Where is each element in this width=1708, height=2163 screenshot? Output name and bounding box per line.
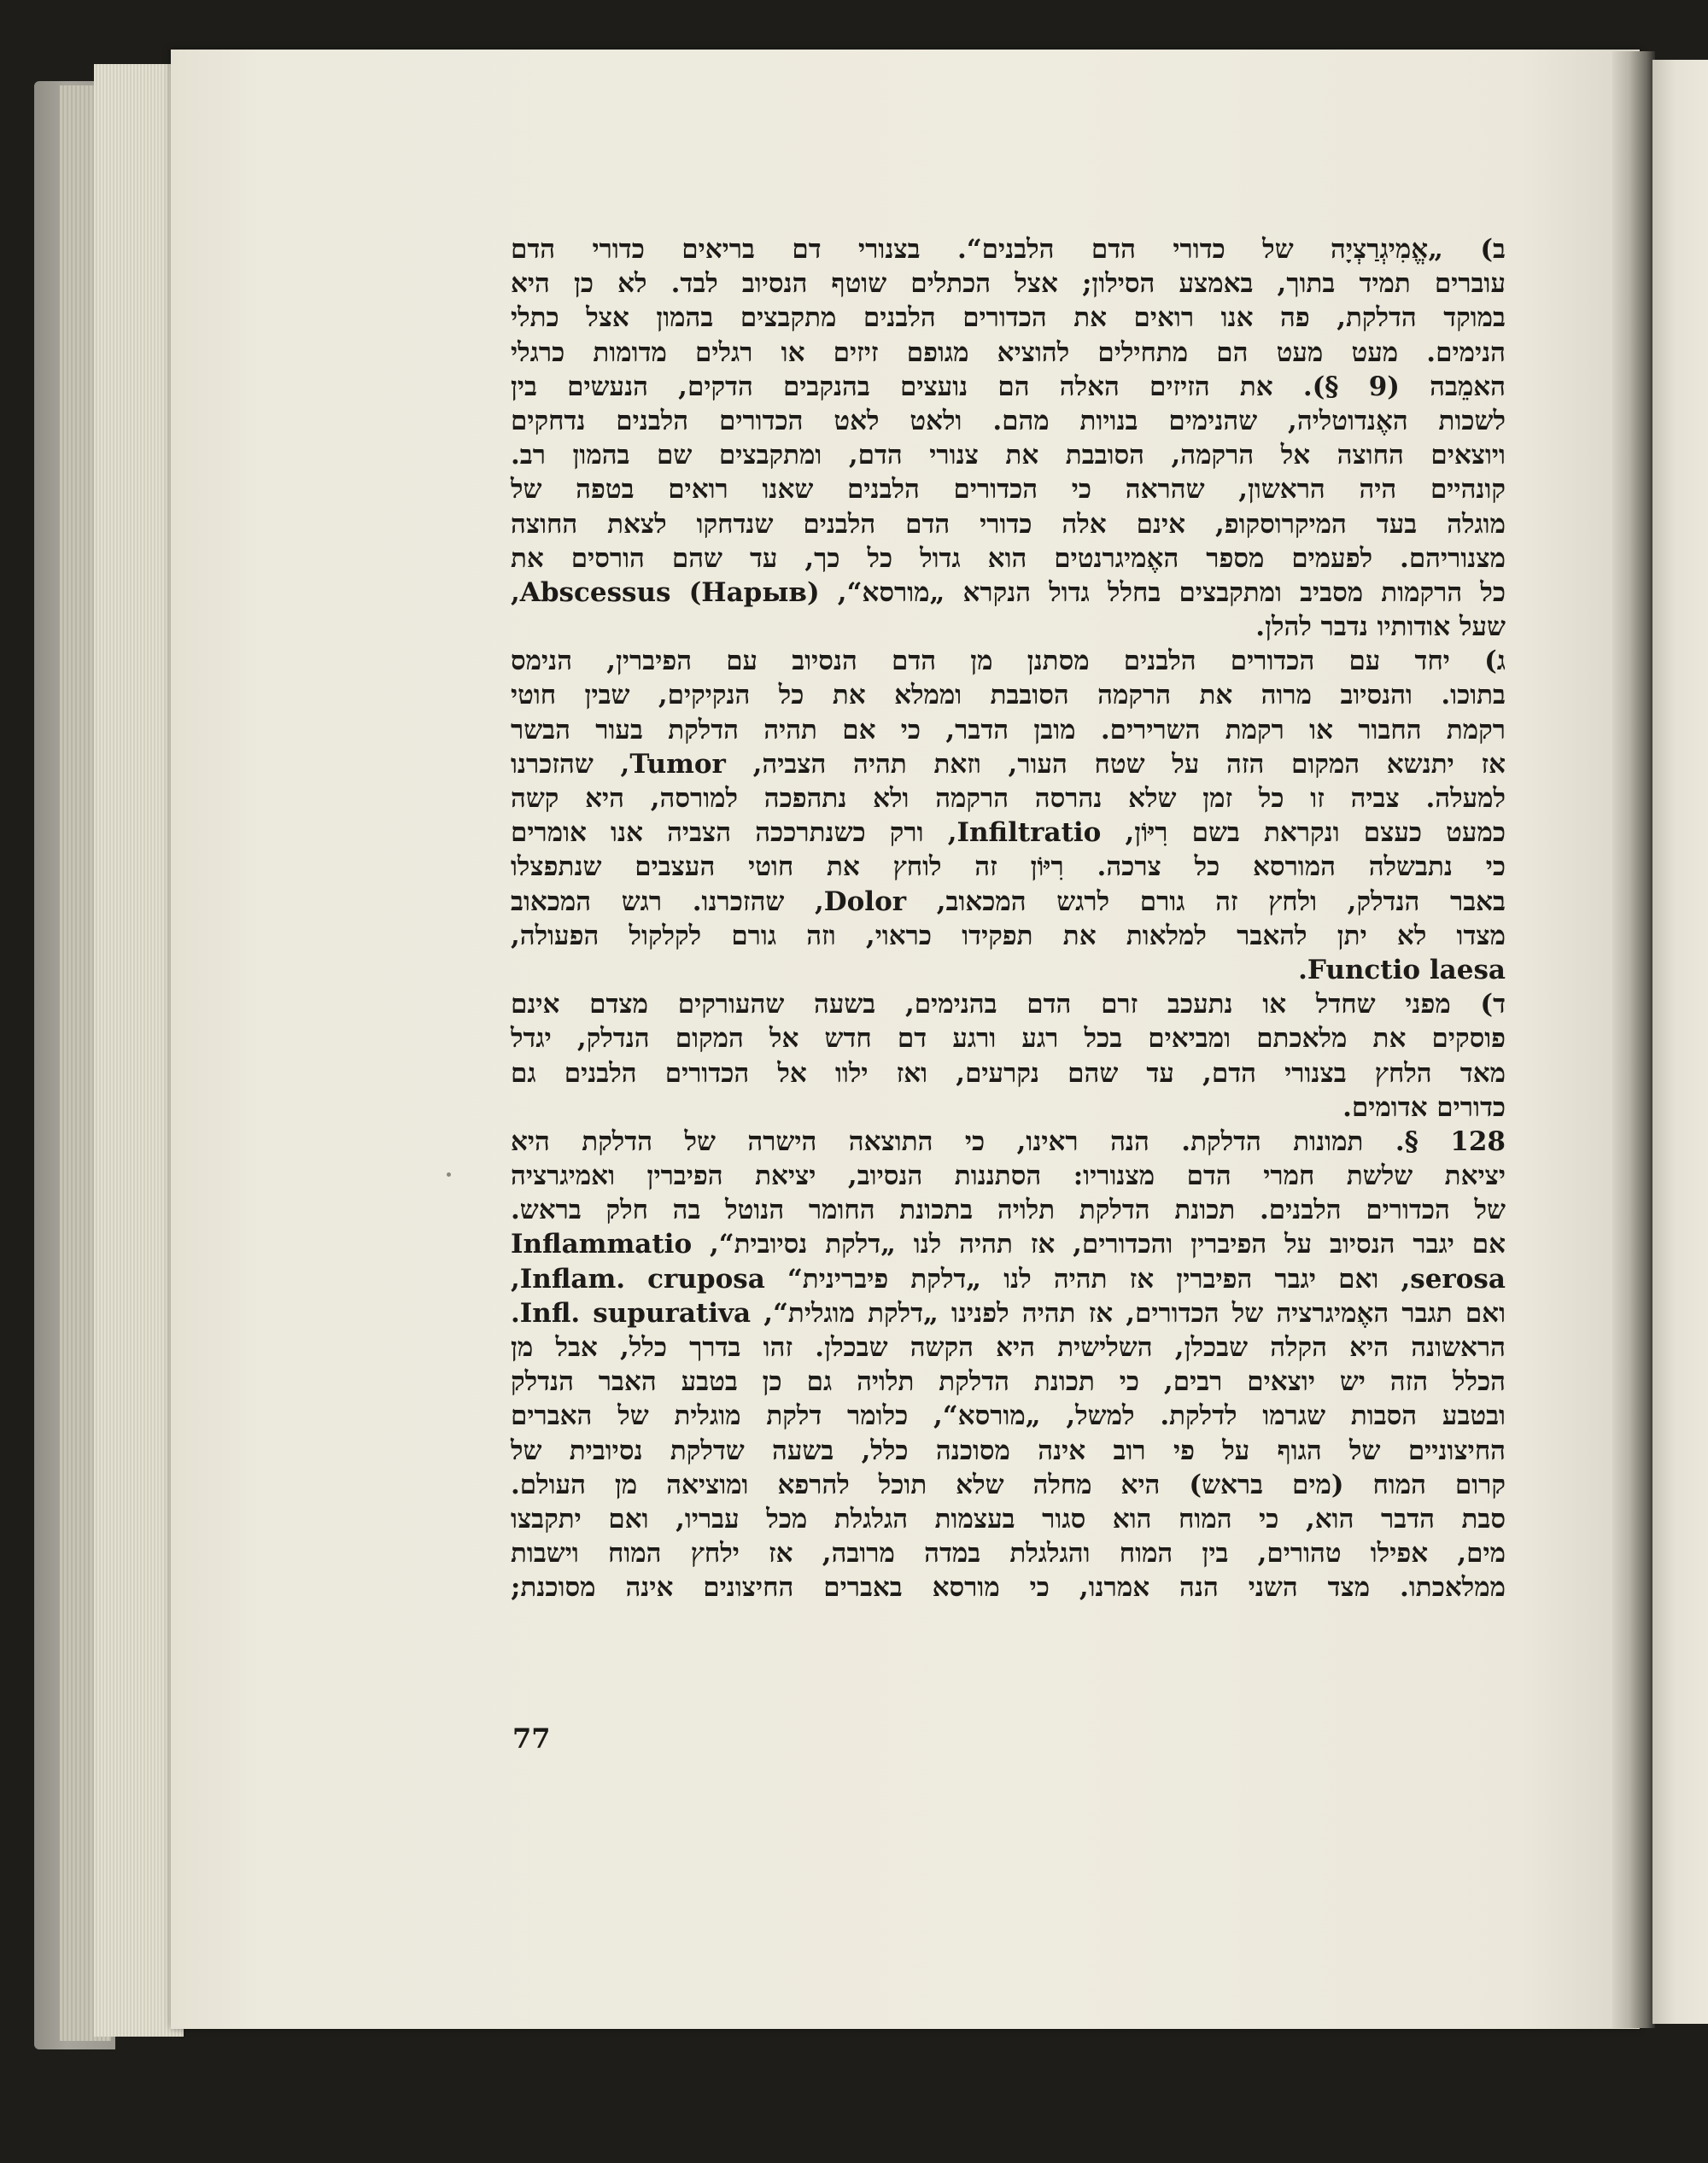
text-line: מצדו לא יתן להאבר למלאות את תפקידו כראוי, וזה גורם לקלקול הפעולה, xyxy=(511,920,1506,951)
text-line: סבת הדבר הוא, כי המוח הוא סגור בעצמות הגלגלת מכל עבריו, ואם יתקבצו xyxy=(511,1503,1506,1535)
text-line: הכלל הזה יש יוצאים רבים, כי תכונת הדלקת תלויה גם כן בטבע האבר הנדלק xyxy=(511,1366,1506,1398)
text-line: מאד הלחץ בצנורי הדם, עד שהם נקרעים, ואז ילוו אל הכדורים הלבנים גם xyxy=(511,1057,1506,1089)
text-line: ג) יחד עם הכדורים הלבנים מסתנן מן הדם הנסיוב עם הפיברין, הנימס xyxy=(511,646,1506,677)
body-text xyxy=(511,232,1506,1605)
text-line: פוסקים את מלאכתם ומביאים בכל רגע ורגע דם חדש אל המקום הנדלק, יגדל xyxy=(511,1023,1506,1055)
text-line: אז יתנשא המקום הזה על שטח העור, וזאת תהיה הצביה, Tumor, שהזכרנו xyxy=(511,748,1506,780)
facing-page-edge xyxy=(1652,60,1708,2024)
text-line: של הכדורים הלבנים. תכונת הדלקת תלויה בתכונת החומר הנוטל בה חלק בראש. xyxy=(511,1195,1506,1226)
text-line: לשכות האֶנדוטליה, שהנימים בנויות מהם. ולאט לאט הכדורים הלבנים נדחקים xyxy=(511,405,1506,436)
paper-speck xyxy=(447,1172,451,1177)
text-line: בתוכו. והנסיוב מרוה את הרקמה הסובבת וממלא את כל הנקיקים, שבין חוטי xyxy=(511,680,1506,711)
text-line: למעלה. צביה זו כל זמן שלא נהרסה הרקמה ולא נתהפכה למורסה, היא קשה xyxy=(511,783,1506,814)
text-line: ויוצאים החוצה אל הרקמה, הסובבת את צנורי הדם, ומתקבצים שם בהמון רב. xyxy=(511,440,1506,471)
text-line: ב) „אֱמִיגְרַצְיָה של כדורי הדם הלבנים“. בצנורי דם בריאים כדורי הדם xyxy=(511,234,1506,265)
text-line: Functio laesa. xyxy=(1298,954,1506,985)
text-line: במוקד הדלקת, פה אנו רואים את הכדורים הלבנים מתקבצים בהמון אצל כתלי xyxy=(511,302,1506,334)
text-line: ובטבע הסבות שגרמו לדלקת. למשל, „מורסא“, כלומר דלקת מוגלית של האברים xyxy=(511,1400,1506,1432)
text-line: serosa, ואם יגבר הפיברין אז תהיה לנו „דלקת פיברינית“ Inflam. cruposa, xyxy=(511,1263,1506,1295)
text-line: כל הרקמות מסביב ומתקבצים בחלל גדול הנקרא „מורסא“, Abscessus (Нарыв), xyxy=(511,576,1506,608)
text-line: מוגלה בעד המיקרוסקופ, אינם אלה כדורי הדם הלבנים שנדחקו לצאת החוצה xyxy=(511,508,1506,540)
text-line: עוברים תמיד בתוך, באמצע הסילון; אצל הכתלים שוטף הנסיוב לבד. לא כן היא xyxy=(511,268,1506,300)
text-line: כדורים אדומים. xyxy=(1342,1091,1506,1123)
text-line: מצנוריהם. לפעמים מספר האֶמיגרנטים הוא גדול כל כך, עד שהם הורסים את xyxy=(511,542,1506,574)
text-line: האמֵבה (9 §). את הזיזים האלה הם נועצים בהנקבים הדקים, הנעשים בין xyxy=(511,371,1506,402)
text-line: כמעט כעצם ונקראת בשם רִיּוֹן, Infiltratio, ורק כשנתרככה הצביה אנו אומרים xyxy=(511,817,1506,849)
text-line: ואם תגבר האֶמיגרציה של הכדורים, אז תהיה לפנינו „דלקת מוגלית“, Infl. supurativa. xyxy=(511,1297,1506,1329)
text-line: מים, אפילו טהורים, בין המוח והגלגלת במדה מרובה, אז ילחץ המוח וישבות xyxy=(511,1538,1506,1570)
text-line: החיצוניים של הגוף על פי רוב אינה מסוכנה כלל, בשעה שדלקת נסיובית של xyxy=(511,1435,1506,1466)
text-line: ד) מפני שחדל או נתעכב זרם הדם בהנימים, בשעה שהעורקים מצדם אינם xyxy=(511,989,1506,1020)
text-line: קונהיים היה הראשון, שהראה כי הכדורים הלבנים שאנו רואים בטפה של xyxy=(511,474,1506,506)
text-line: הראשונה היא הקלה שבכלן, השלישית היא הקשה שבכלן. זהו בדרך כלל, אבל מן xyxy=(511,1332,1506,1363)
text-line: רקמת החבור או רקמת השרירים. מובן הדבר, כי אם תהיה הדלקת בעור הבשר xyxy=(511,714,1506,745)
text-line: קרום המוח (מים בראש) היא מחלה שלא תוכל להרפא ומוציאה מן העולם. xyxy=(511,1469,1506,1500)
text-line: ממלאכתו. מצד השני הנה אמרנו, כי מורסא באברים החיצונים אינה מסוכנת; xyxy=(511,1572,1506,1604)
text-line: יציאת שלשת חמרי הדם מצנוריו: הסתננות הנסיוב, יציאת הפיברין ואמיגרציה xyxy=(511,1160,1506,1192)
text-line: הנימים. מעט מעט הם מתחילים להוציא מגופם זיזים או רגלים מדומות כרגלי xyxy=(511,336,1506,368)
text-line: שעל אודותיו נדבר להלן. xyxy=(1255,611,1506,643)
text-line: אם יגבר הנסיוב על הפיברין והכדורים, אז תהיה לנו „דלקת נסיובית“, Inflammatio xyxy=(511,1229,1506,1260)
page-number: 77 xyxy=(512,1722,551,1755)
text-line: באבר הנדלק, ולחץ זה גורם לרגש המכאוב, Dolor, שהזכרנו. רגש המכאוב xyxy=(511,886,1506,917)
text-line: 128 §. תמונות הדלקת. הנה ראינו, כי התוצאה הישרה של הדלקת היא xyxy=(511,1125,1506,1157)
book-gutter xyxy=(1612,51,1655,2028)
text-line: כי נתבשלה המורסא כל צרכה. רִיּוֹן זה לוחץ את חוטי העצבים שנתפצלו xyxy=(511,851,1506,883)
